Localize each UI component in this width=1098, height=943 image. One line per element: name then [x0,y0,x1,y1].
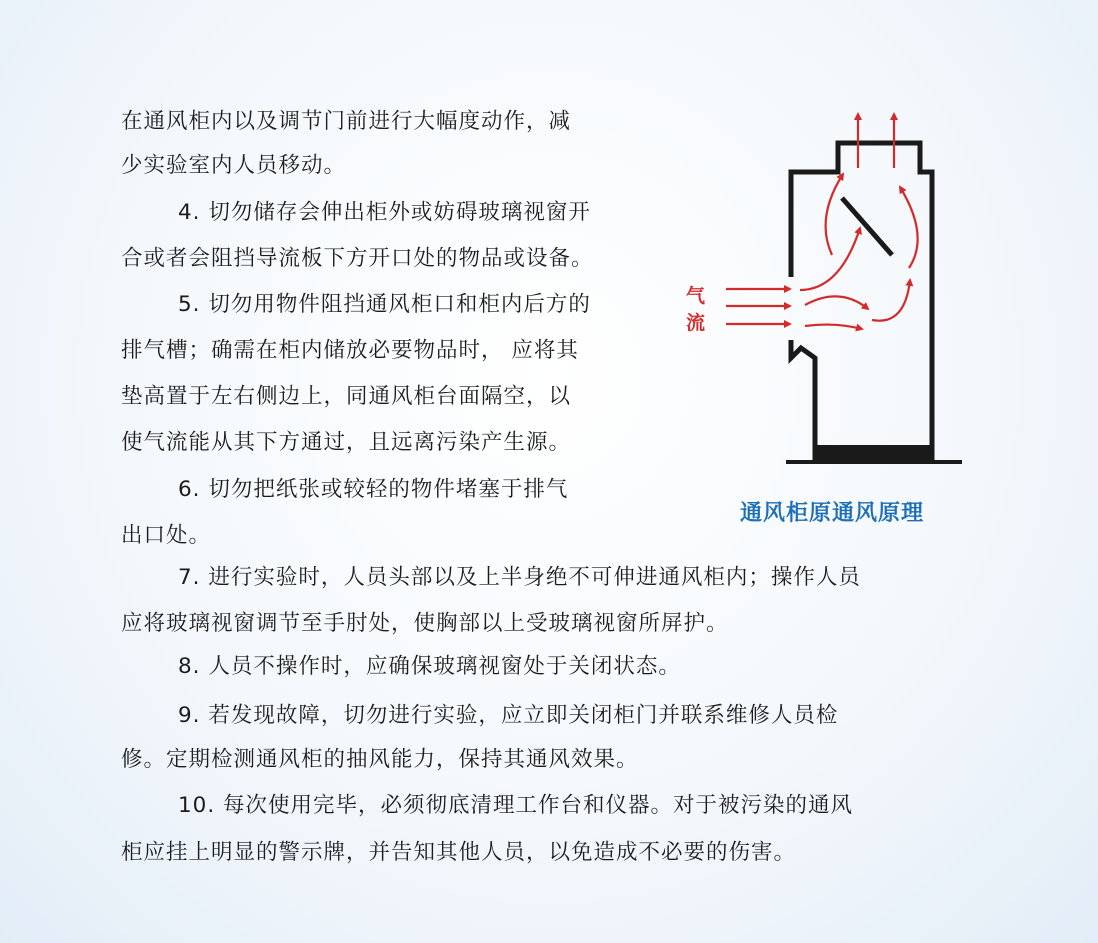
text-line-4: 合或者会阻挡导流板下方开口处的物品或设备。 [121,246,594,271]
airflow-label-top: 气 [686,285,706,307]
text-line-9: 6. 切勿把纸张或较轻的物件堵塞于排气 [178,477,569,502]
text-line-11: 7. 进行实验时，人员头部以及上半身绝不可伸进通风柜内；操作人员 [178,565,861,590]
text-line-15: 修。定期检测通风柜的抽风能力，保持其通风效果。 [121,747,639,772]
fume-hood-diagram [676,105,976,475]
text-line-14: 9. 若发现故障，切勿进行实验，应立即关闭柜门并联系维修人员检 [178,703,839,728]
text-line-1: 在通风柜内以及调节门前进行大幅度动作，减 [121,109,572,134]
baffle-plate [842,198,892,255]
text-line-6: 排气槽；确需在柜内储放必要物品时， 应将其 [121,338,579,363]
text-line-16: 10. 每次使用完毕，必须彻底清理工作台和仪器。对于被污染的通风 [178,793,854,818]
text-line-8: 使气流能从其下方通过，且远离污染产生源。 [121,430,572,455]
text-line-2: 少实验室内人员移动。 [121,153,347,178]
airflow-label-bottom: 流 [686,312,706,334]
text-line-7: 垫高置于左右侧边上，同通风柜台面隔空，以 [121,384,572,409]
base-block [816,445,933,462]
text-line-3: 4. 切勿储存会伸出柜外或妨碍玻璃视窗开 [178,200,591,225]
text-line-10: 出口处。 [121,523,212,548]
text-line-5: 5. 切勿用物件阻挡通风柜口和柜内后方的 [178,292,591,317]
diagram-caption: 通风柜原通风原理 [740,501,925,526]
airflow-arrows [726,114,918,329]
text-line-17: 柜应挂上明显的警示牌，并告知其他人员，以免造成不必要的伤害。 [121,840,797,865]
text-line-12: 应将玻璃视窗调节至手肘处，使胸部以上受玻璃视窗所屏护。 [121,611,729,636]
text-line-13: 8. 人员不操作时，应确保玻璃视窗处于关闭状态。 [178,654,681,679]
